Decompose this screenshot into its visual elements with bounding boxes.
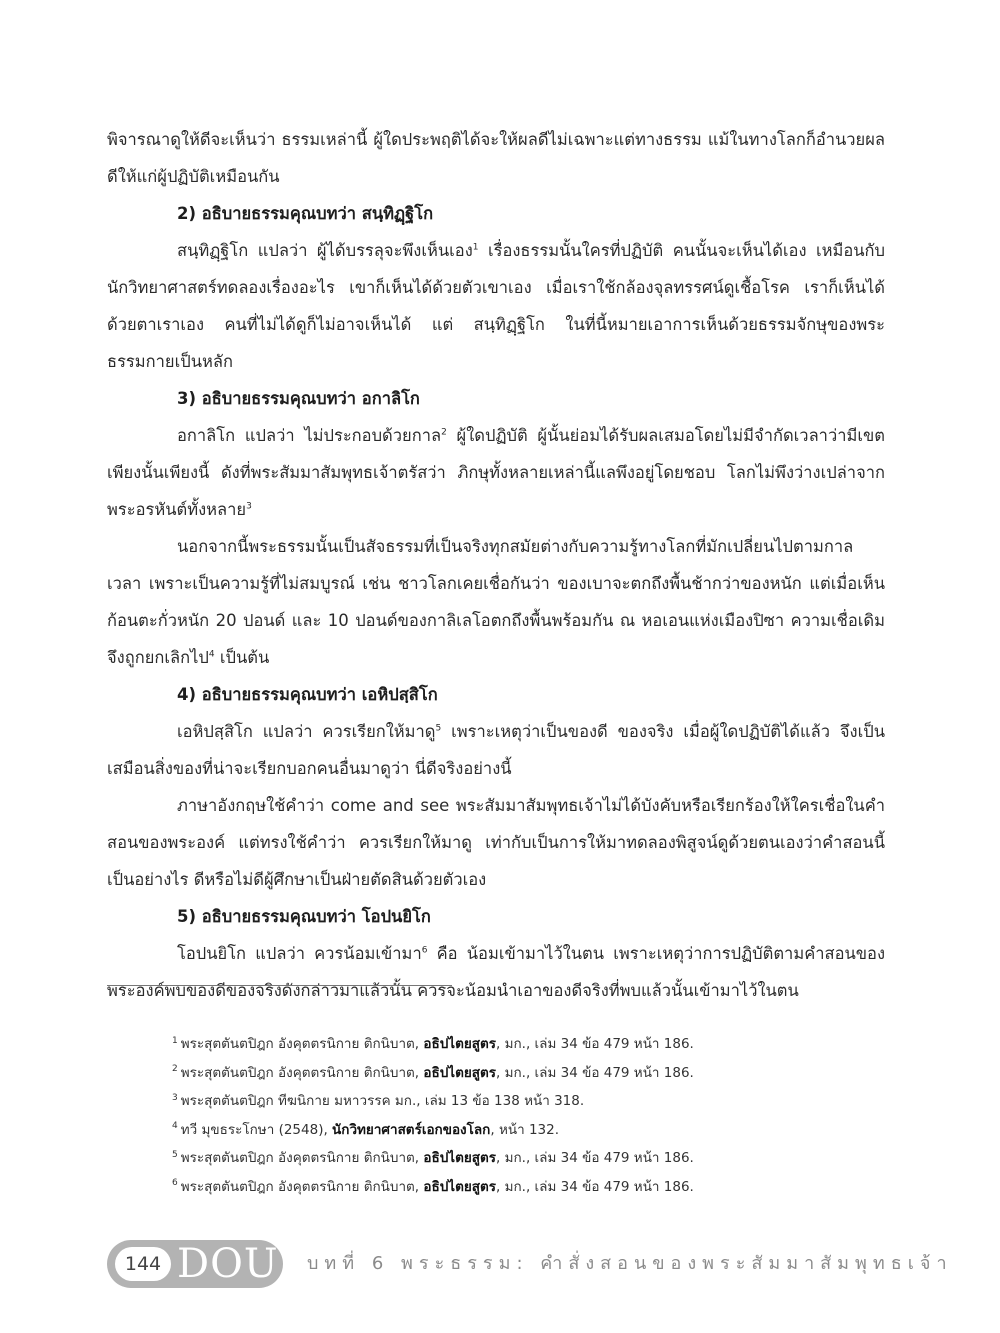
page-footer: [107, 1240, 953, 1288]
page-number: 144: [115, 1247, 171, 1281]
footnote-ref-1[interactable]: 1: [472, 242, 479, 253]
footnote-ref-2[interactable]: 2: [441, 427, 447, 438]
intro-paragraph: พิจารณาดูให้ดีจะเห็นว่า ธรรมเหล่านี้ ผู้ใดประพฤติได้จะให้ผลดีไม่เฉพาะแต่ทางธรรม แม้ในทางโลกก็อำนวยผลดีให้แก่ผู้ปฏิบัติเหมือนกัน: [107, 130, 885, 186]
footnotes: [172, 1030, 892, 1201]
body-text: [107, 121, 885, 1009]
section-4-paragraph-2: ภาษาอังกฤษใช้คำว่า come and see พระสัมมาสัมพุทธเจ้าไม่ได้บังคับหรือเรียกร้องให้ใครเชื่อในคำสอนของพระองค์ แต่ทรงใช้คำว่า ควรเรียกให้มาดู เท่ากับเป็นการให้มาทดลองพิสูจน์ดูด้วยตนเองว่าคำสอนนี้เป็นอย่างไร ดีหรือไม่ดีผู้ศึกษาเป็นฝ่ายตัดสินด้วยตัวเอง: [107, 796, 885, 889]
footnote-divider: [107, 985, 452, 986]
footnote-ref-6[interactable]: 6: [421, 945, 428, 956]
section-2-paragraph: สนฺทิฏฺฐิโก แปลว่า ผู้ได้บรรลุจะพึงเห็นเอง$^1$ เรื่องธรรมนั้นใครที่ปฏิบัติ คนนั้นจะเห็นได้เอง เหมือนกับนักวิทยาศาสตร์ทดลองเรื่องอะไร เขาก็เห็นได้ด้วยตัวเขาเอง เมื่อเราใช้กล้องจุลทรรศน์ดูเชื้อโรค เราก็เห็นได้ด้วยตาเราเอง คนที่ไม่ได้ดูก็ไม่อาจเห็นได้ แต่ สนฺทิฏฺฐิโก ในที่นี้หมายเอาการเห็นด้วยธรรมจักษุของพระธรรมกายเป็นหลัก: [107, 241, 886, 371]
section-4-heading: 4) อธิบายธรรมคุณบทว่า เอหิปสฺสิโก: [177, 685, 438, 704]
footnote-5: $^5$ พระสุตตันตปิฎก อังคุตตรนิกาย ติกนิบาต, อธิปไตยสูตร, มก., เล่ม 34 ข้อ 479 หน้า 186.: [172, 1149, 694, 1166]
section-3-paragraph-2: นอกจากนี้พระธรรมนั้นเป็นสัจธรรมที่เป็นจริงทุกสมัยต่างกับความรู้ทางโลกที่มักเปลี่ยนไปตามกาลเวลา เพราะเป็นความรู้ที่ไม่สมบูรณ์ เช่น ชาวโลกเคยเชื่อกันว่า ของเบาจะตกถึงพื้นช้ากว่าของหนัก แต่เมื่อเห็นก้อนตะกั่วหนัก 20 ปอนด์ และ 10 ปอนด์ของกาลิเลโอตกถึงพื้นพร้อมกัน ณ หอเอนแห่งเมืองปิซา ความเชื่อเดิมจึงถูกยกเลิกไป$^4$ เป็นต้น: [107, 537, 885, 667]
footnote-1: $^1$ พระสุตตันตปิฎก อังคุตตรนิกาย ติกนิบาต, อธิปไตยสูตร, มก., เล่ม 34 ข้อ 479 หน้า 186.: [172, 1035, 694, 1052]
footnote-6: $^6$ พระสุตตันตปิฎก อังคุตตรนิกาย ติกนิบาต, อธิปไตยสูตร, มก., เล่ม 34 ข้อ 479 หน้า 186.: [172, 1178, 694, 1195]
section-3-heading: 3) อธิบายธรรมคุณบทว่า อกาลิโก: [177, 389, 420, 408]
section-5-heading: 5) อธิบายธรรมคุณบทว่า โอปนยิโก: [177, 907, 431, 926]
footnote-ref-5[interactable]: 5: [435, 723, 442, 734]
footnote-ref-3[interactable]: 3: [246, 501, 252, 512]
section-4-paragraph-1: เอหิปสฺสิโก แปลว่า ควรเรียกให้มาดู$^5$ เพราะเหตุว่าเป็นของดี ของจริง เมื่อผู้ใดปฏิบัติได้แล้ว จึงเป็นเสมือนสิ่งของที่น่าจะเรียกบอกคนอื่นมาดูว่า นี่ดีจริงอย่างนี้: [107, 722, 885, 778]
footnote-2: $^2$ พระสุตตันตปิฎก อังคุตตรนิกาย ติกนิบาต, อธิปไตยสูตร, มก., เล่ม 34 ข้อ 479 หน้า 186.: [172, 1064, 694, 1081]
section-3-paragraph-1: อกาลิโก แปลว่า ไม่ประกอบด้วยกาล$^2$ ผู้ใดปฏิบัติ ผู้นั้นย่อมได้รับผลเสมอโดยไม่มีจำกัดเวลาว่ามีเขตเพียงนั้นเพียงนี้ ดังที่พระสัมมาสัมพุทธเจ้าตรัสว่า ภิกษุทั้งหลายเหล่านี้แลพึงอยู่โดยชอบ โลกไม่พึงว่างเปล่าจากพระอรหันต์ทั้งหลาย$^3$: [107, 426, 885, 519]
footnote-3: $^3$ พระสุตตันตปิฎก ทีฆนิกาย มหาวรรค มก., เล่ม 13 ข้อ 138 หน้า 318.: [172, 1092, 585, 1109]
chapter-title: บทที่ 6 พระธรรม: คำสั่งสอนของพระสัมมาสัมพุทธเจ้า: [307, 1253, 953, 1274]
section-2-heading: 2) อธิบายธรรมคุณบทว่า สนฺทิฏฺฐิโก: [177, 204, 434, 223]
footnote-4: $^4$ ทวี มุขธระโกษา (2548), นักวิทยาศาสตร์เอกของโลก, หน้า 132.: [172, 1121, 559, 1138]
dou-logo: DOU: [177, 1241, 279, 1287]
footnote-ref-4[interactable]: 4: [208, 649, 215, 660]
page-badge: [107, 1240, 283, 1288]
section-5-paragraph: โอปนยิโก แปลว่า ควรน้อมเข้ามา$^6$ คือ น้อมเข้ามาไว้ในตน เพราะเหตุว่าการปฏิบัติตามคำสอนของพระองค์พบของดีของจริงดังกล่าวมาแล้วนั้น ควรจะน้อมนำเอาของดีจริงที่พบแล้วนั้นเข้ามาไว้ในตน: [107, 944, 886, 1000]
